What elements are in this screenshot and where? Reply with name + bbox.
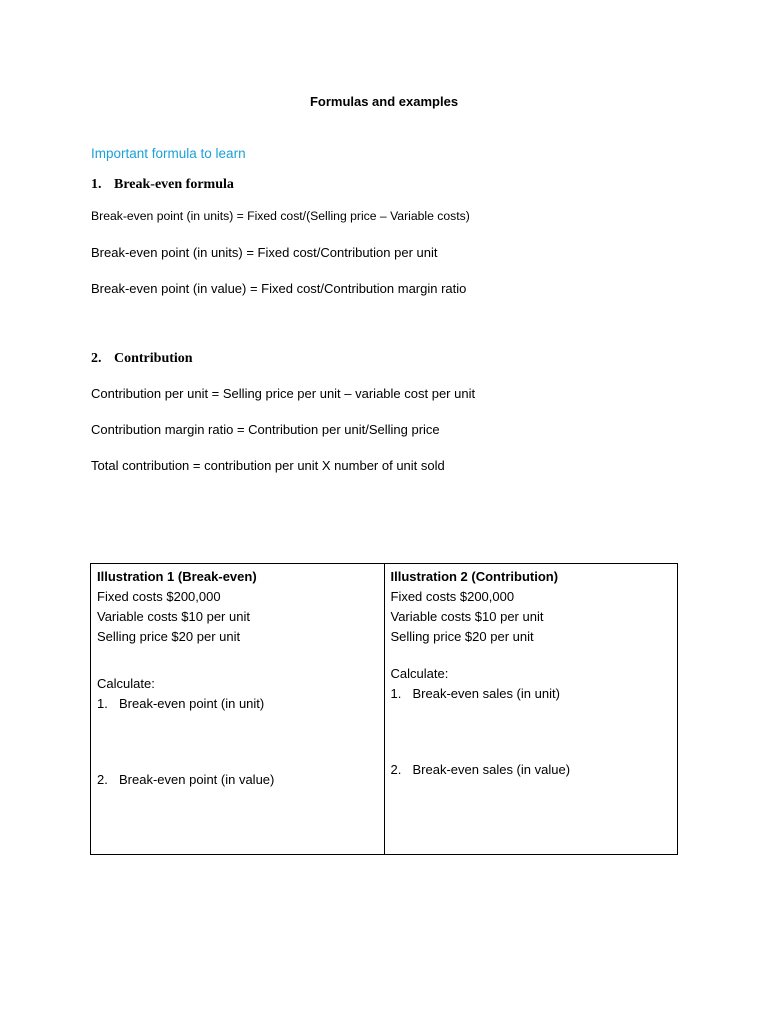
formula-line: Break-even point (in units) = Fixed cost/(Selling price – Variable costs) <box>91 209 470 223</box>
illustration-detail: Variable costs $10 per unit <box>97 609 250 624</box>
illustration-detail: Fixed costs $200,000 <box>97 589 221 604</box>
section-number: 1. <box>91 177 102 192</box>
illustration-cell-2 <box>384 564 678 855</box>
calculation-item: 2. Break-even sales (in value) <box>390 762 571 777</box>
illustration-detail: Selling price $20 per unit <box>390 629 534 644</box>
section-number: 2. <box>91 351 102 366</box>
illustration-title: Illustration 2 (Contribution) <box>390 569 559 584</box>
formula-line: Contribution per unit = Selling price per unit – variable cost per unit <box>91 386 476 401</box>
formula-line: Break-even point (in units) = Fixed cost/Contribution per unit <box>91 245 438 260</box>
formula-line: Contribution margin ratio = Contribution per unit/Selling price <box>91 422 440 437</box>
section-title: Contribution <box>114 351 193 366</box>
formula-line: Total contribution = contribution per unit X number of unit sold <box>91 458 445 473</box>
calculation-item: 1. Break-even sales (in unit) <box>390 686 560 701</box>
illustration-title: Illustration 1 (Break-even) <box>97 569 257 584</box>
calculate-label: Calculate: <box>390 666 449 681</box>
page-title: Formulas and examples <box>309 94 459 109</box>
section-heading-break-even <box>91 177 234 193</box>
illustration-cell-1 <box>91 564 385 855</box>
calculation-item: 1. Break-even point (in unit) <box>97 696 265 711</box>
section-heading-contribution <box>91 351 193 367</box>
calculation-item: 2. Break-even point (in value) <box>97 772 275 787</box>
calculate-label: Calculate: <box>97 676 155 691</box>
subheading: Important formula to learn <box>91 146 246 161</box>
illustration-detail: Fixed costs $200,000 <box>390 589 515 604</box>
illustrations-table <box>90 563 678 855</box>
formula-line: Break-even point (in value) = Fixed cost/Contribution margin ratio <box>91 281 467 296</box>
illustration-detail: Variable costs $10 per unit <box>390 609 544 624</box>
illustration-detail: Selling price $20 per unit <box>97 629 241 644</box>
section-title: Break-even formula <box>114 177 234 192</box>
